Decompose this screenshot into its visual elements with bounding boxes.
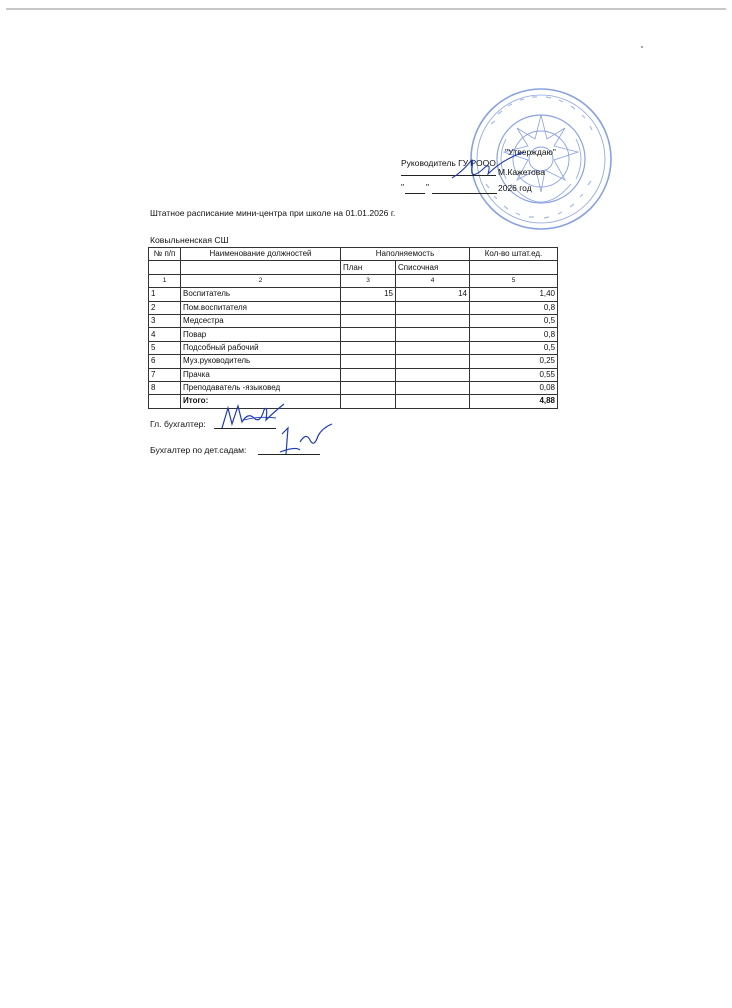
- row-name: Воспитатель: [181, 288, 341, 301]
- table-row: [149, 301, 558, 314]
- row-units: 0,8: [470, 328, 558, 341]
- date-day-line: [405, 193, 425, 194]
- header-plan: План: [341, 261, 396, 274]
- row-list: 14: [396, 288, 470, 301]
- row-num: 1: [149, 288, 181, 301]
- scan-top-edge: [6, 8, 726, 10]
- head-position: Руководитель ГУ РООО: [401, 158, 496, 168]
- row-num: 2: [149, 301, 181, 314]
- table-total-row: [149, 395, 558, 408]
- header-fill: Наполняемость: [341, 248, 470, 261]
- row-num: 8: [149, 381, 181, 394]
- row-list: [396, 301, 470, 314]
- row-plan: 15: [341, 288, 396, 301]
- row-units: 0,25: [470, 355, 558, 368]
- head-name: М.Кажетова: [498, 167, 545, 177]
- row-name: Повар: [181, 328, 341, 341]
- table-row: [149, 355, 558, 368]
- kindergarten-accountant-signature-icon: [276, 420, 340, 458]
- total-units: 4,88: [470, 395, 558, 408]
- date-month-line: [432, 193, 497, 194]
- row-list: [396, 368, 470, 381]
- row-units: 1,40: [470, 288, 558, 301]
- row-list: [396, 341, 470, 354]
- table-header-row: [149, 248, 558, 261]
- date-quote-right: ": [426, 182, 430, 192]
- row-name: Муз.руководитель: [181, 355, 341, 368]
- school-name: Ковыльненская СШ: [150, 235, 229, 245]
- row-plan: [341, 301, 396, 314]
- row-name: Подсобный рабочий: [181, 341, 341, 354]
- staff-table: [148, 247, 558, 409]
- row-name: Прачка: [181, 368, 341, 381]
- col-number: 5: [470, 274, 558, 287]
- row-plan: [341, 368, 396, 381]
- row-plan: [341, 381, 396, 394]
- row-plan: [341, 355, 396, 368]
- date-quote-left: ": [401, 182, 405, 192]
- row-num: 3: [149, 314, 181, 327]
- row-list: [396, 314, 470, 327]
- table-row: [149, 314, 558, 327]
- chief-accountant-label: Гл. бухгалтер:: [150, 419, 206, 429]
- row-list: [396, 355, 470, 368]
- header-list: Списочная: [396, 261, 470, 274]
- row-units: 0,08: [470, 381, 558, 394]
- row-units: 0,5: [470, 314, 558, 327]
- approval-year: 2026 год: [498, 183, 532, 193]
- total-label: Итого:: [181, 395, 341, 408]
- row-name: Пом.воспитателя: [181, 301, 341, 314]
- header-name: Наименование должностей: [181, 248, 341, 261]
- table-row: [149, 341, 558, 354]
- header-num: № п/п: [149, 248, 181, 261]
- col-number: 2: [181, 274, 341, 287]
- row-num: 5: [149, 341, 181, 354]
- row-plan: [341, 314, 396, 327]
- table-row: [149, 381, 558, 394]
- kindergarten-accountant-label: Бухгалтер по дет.садам:: [150, 445, 247, 455]
- row-units: 0,5: [470, 341, 558, 354]
- head-signature-icon: [448, 148, 528, 184]
- document-title: Штатное расписание мини-центра при школе на 01.01.2026 г.: [150, 208, 396, 218]
- table-row: [149, 288, 558, 301]
- row-name: Медсестра: [181, 314, 341, 327]
- row-units: 0,8: [470, 301, 558, 314]
- col-number: 1: [149, 274, 181, 287]
- table-subheader-row: [149, 261, 558, 274]
- row-list: [396, 381, 470, 394]
- row-units: 0,55: [470, 368, 558, 381]
- row-name: Преподаватель -языковед: [181, 381, 341, 394]
- row-plan: [341, 341, 396, 354]
- approval-caption: "Утверждаю": [505, 147, 556, 157]
- row-list: [396, 328, 470, 341]
- table-row: [149, 328, 558, 341]
- row-num: 6: [149, 355, 181, 368]
- row-num: 7: [149, 368, 181, 381]
- scan-speck: [641, 46, 643, 48]
- col-number: 3: [341, 274, 396, 287]
- row-num: 4: [149, 328, 181, 341]
- table-colnum-row: [149, 274, 558, 287]
- col-number: 4: [396, 274, 470, 287]
- table-row: [149, 368, 558, 381]
- header-count: Кол-во штат.ед.: [470, 248, 558, 261]
- row-plan: [341, 328, 396, 341]
